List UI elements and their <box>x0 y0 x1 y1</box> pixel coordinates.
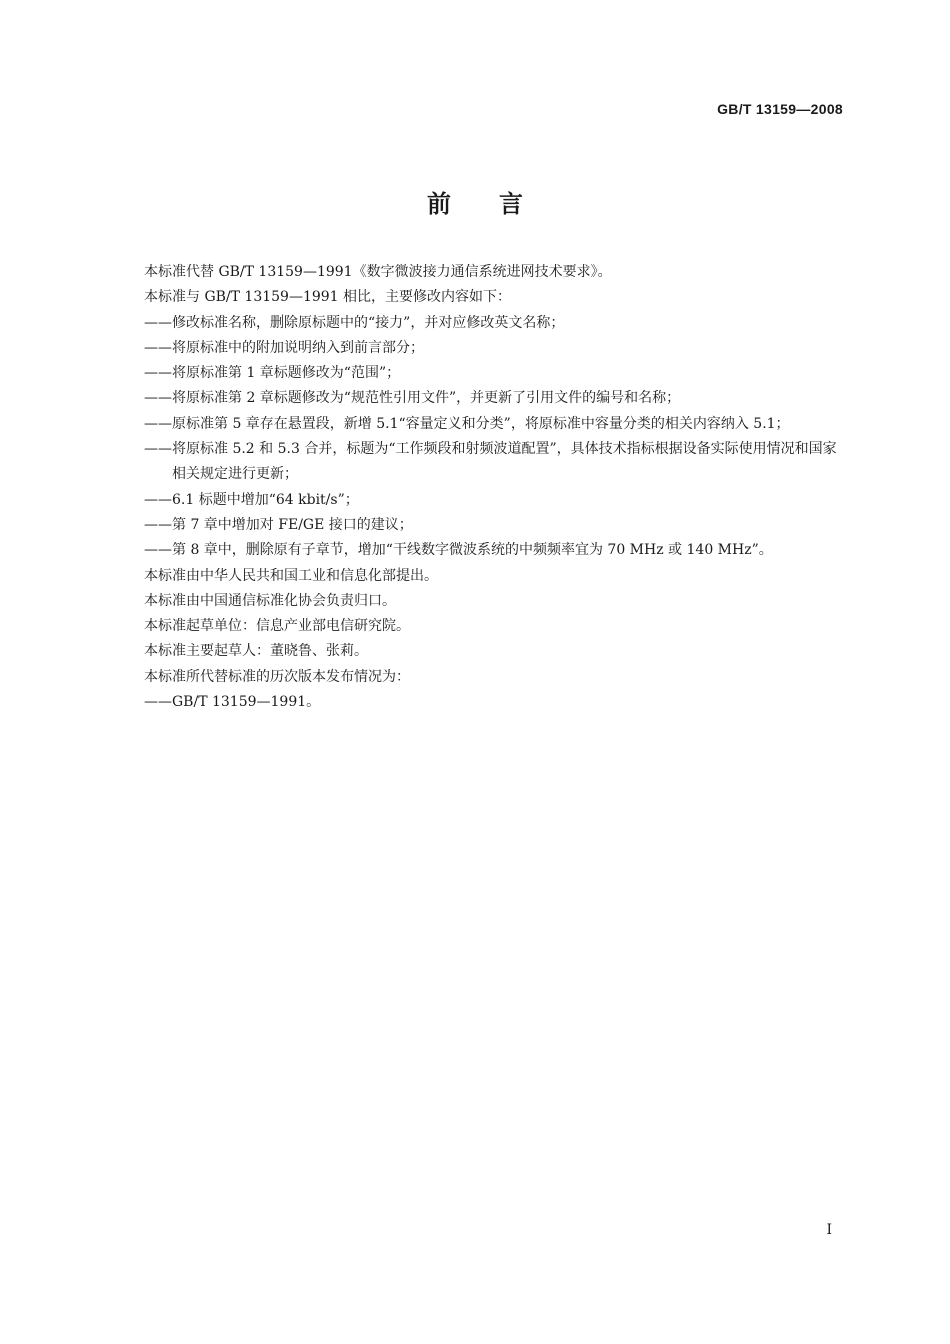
standard-code: GB/T 13159—2008 <box>717 101 843 117</box>
list-item: ——第 7 章中增加对 FE/GE 接口的建议； <box>144 516 413 533</box>
paragraph-replaces: 本标准代替 GB/T 13159—1991《数字微波接力通信系统进网技术要求》。 <box>144 264 612 280</box>
list-item: ——第 8 章中，删除原有子章节，增加“干线数字微波系统的中频频率宜为 70 MHz 或 140 MHz”。 <box>144 542 773 559</box>
list-item: ——修改标准名称，删除原标题中的“接力”，并对应修改英文名称； <box>144 314 565 331</box>
page-number: I <box>826 1222 832 1238</box>
list-item: ——GB/T 13159—1991。 <box>144 694 321 711</box>
paragraph-changes-intro: 本标准与 GB/T 13159—1991 相比，主要修改内容如下： <box>144 289 512 306</box>
list-item: ——原标准第 5 章存在悬置段，新增 5.1“容量定义和分类”，将原标准中容量分类的相关内容纳入 5.1； <box>144 415 790 432</box>
paragraph-proposed-by: 本标准由中华人民共和国工业和信息化部提出。 <box>144 567 438 584</box>
paragraph-drafters: 本标准主要起草人：董晓鲁、张莉。 <box>144 643 368 660</box>
paragraph-centralized-by: 本标准由中国通信标准化协会负责归口。 <box>144 592 396 609</box>
list-item: ——6.1 标题中增加“64 kbit/s”； <box>144 491 359 508</box>
paragraph-previous-editions: 本标准所代替标准的历次版本发布情况为： <box>144 668 410 685</box>
list-item: ——将原标准 5.2 和 5.3 合并，标题为“工作频段和射频波道配置”，具体技术指标根据设备实际使用情况和国家相关规定进行更新； <box>144 441 837 483</box>
list-item: ——将原标准中的附加说明纳入到前言部分； <box>144 339 424 356</box>
list-item: ——将原标准第 2 章标题修改为“规范性引用文件”，并更新了引用文件的编号和名称； <box>144 390 681 407</box>
paragraph-drafting-unit: 本标准起草单位：信息产业部电信研究院。 <box>144 618 410 635</box>
list-item: ——将原标准第 1 章标题修改为“范围”； <box>144 365 401 382</box>
foreword-body <box>144 260 850 715</box>
page-title: 前言 <box>427 190 571 218</box>
